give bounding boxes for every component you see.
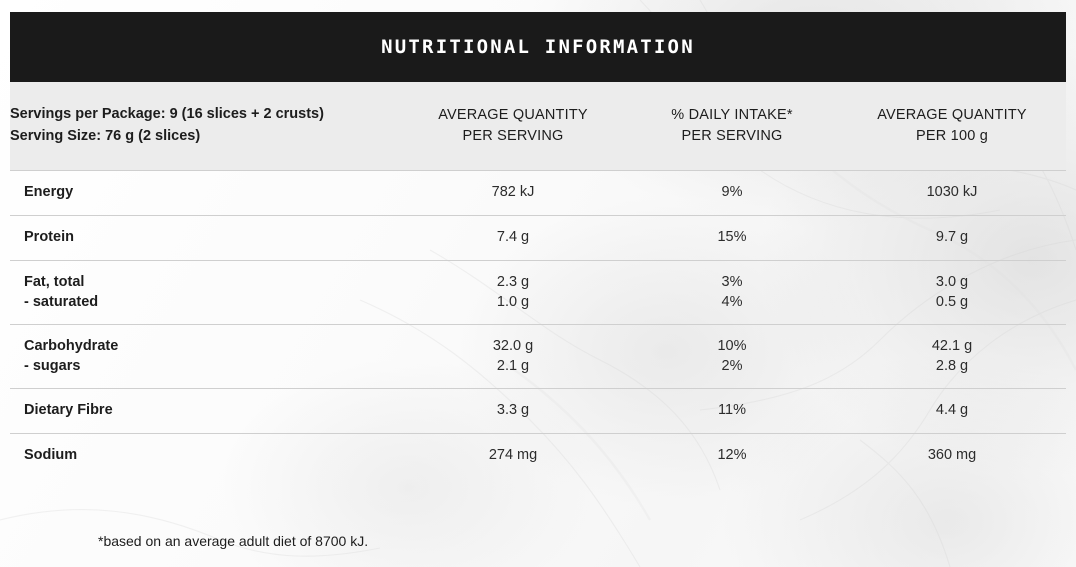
table-row [10,261,1066,295]
servings-per-package: Servings per Package: 9 (16 slices + 2 crusts) [10,106,324,123]
column-header-line2: PER SERVING [462,128,564,144]
table-row [10,294,1066,325]
table-row [10,171,1066,216]
row-per-serving: 32.0 g [400,325,626,359]
row-label: Energy [10,171,400,216]
column-header-daily-intake [626,82,838,171]
row-per-serving: 2.1 g [496,358,530,374]
row-daily-intake: 4% [721,294,743,310]
row-label: - sugars [24,358,81,374]
column-header-line2: PER 100 g [916,128,988,144]
row-per-serving: 1.0 g [496,294,530,310]
row-per-100g: 42.1 g [838,325,1066,359]
column-header-line1: AVERAGE QUANTITY [438,106,588,123]
table-row [10,216,1066,261]
row-label: - saturated [24,294,99,310]
row-per-serving: 274 mg [400,434,626,479]
table-row [10,325,1066,359]
table-row [10,434,1066,479]
row-label: Sodium [10,434,400,479]
row-daily-intake: 12% [626,434,838,479]
column-header-per-100g [838,82,1066,171]
row-per-serving: 3.3 g [400,389,626,434]
table-row [10,358,1066,389]
column-header-line2: PER SERVING [681,128,783,144]
column-header-line1: AVERAGE QUANTITY [877,106,1027,123]
row-per-100g: 9.7 g [838,216,1066,261]
row-per-100g: 0.5 g [935,294,969,310]
row-per-serving: 7.4 g [400,216,626,261]
row-per-100g: 4.4 g [838,389,1066,434]
row-per-100g: 3.0 g [838,261,1066,295]
row-daily-intake: 11% [626,389,838,434]
row-daily-intake: 3% [626,261,838,295]
row-daily-intake: 15% [626,216,838,261]
table-row [10,389,1066,434]
serving-size: Serving Size: 76 g (2 slices) [10,128,201,144]
page-title: NUTRITIONAL INFORMATION [381,36,695,58]
row-label: Fat, total [10,261,400,295]
nutrition-title-bar [10,12,1066,82]
row-daily-intake: 9% [626,171,838,216]
row-daily-intake: 2% [721,358,743,374]
serving-info-cell [10,82,400,171]
row-per-serving: 2.3 g [400,261,626,295]
table-header-row [10,82,1066,171]
column-header-per-serving [400,82,626,171]
row-per-serving: 782 kJ [400,171,626,216]
footnote: *based on an average adult diet of 8700 kJ. [98,533,369,549]
nutrition-table-body [10,171,1066,479]
row-per-100g: 1030 kJ [838,171,1066,216]
row-label: Dietary Fibre [10,389,400,434]
row-per-100g: 2.8 g [935,358,969,374]
column-header-line1: % DAILY INTAKE* [671,106,793,123]
nutrition-table [10,82,1066,478]
nutrition-table-wrap [10,82,1066,478]
row-per-100g: 360 mg [838,434,1066,479]
row-label: Carbohydrate [10,325,400,359]
row-daily-intake: 10% [626,325,838,359]
row-label: Protein [10,216,400,261]
